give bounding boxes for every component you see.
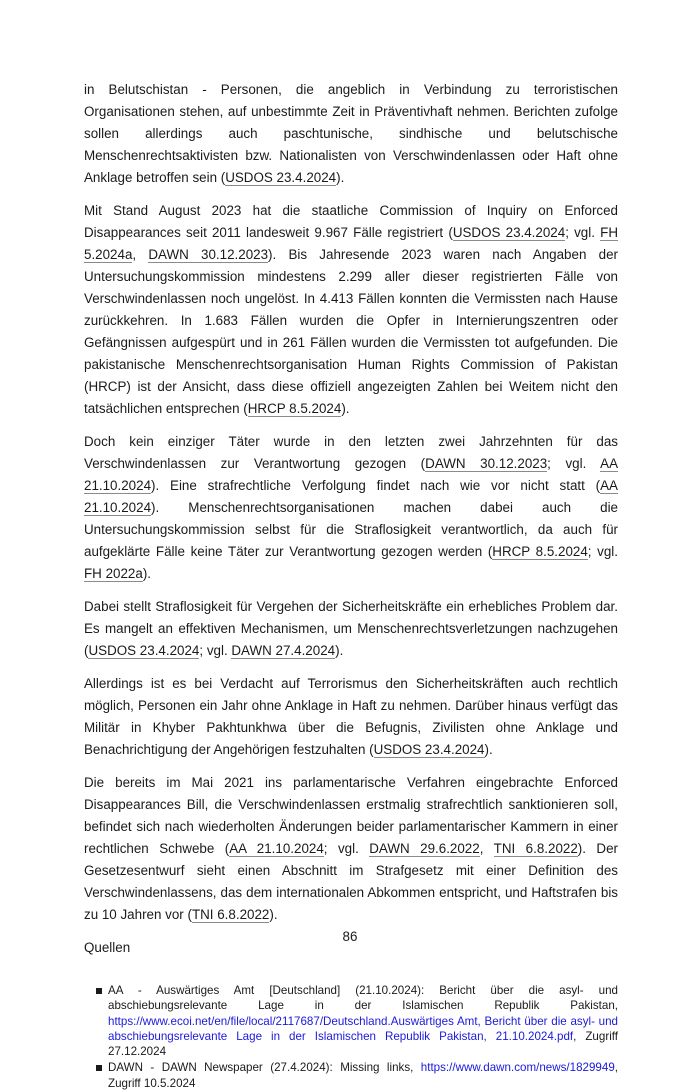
page-number: 86 [342,929,358,944]
paragraph-text: ; vgl. [587,544,618,559]
citation-link[interactable]: DAWN 29.6.2022 [369,841,480,856]
citation-link[interactable]: TNI 6.8.2022 [493,841,578,856]
source-text: DAWN - DAWN Newspaper (27.4.2024): Missing links, [108,1061,421,1075]
paragraph [84,772,618,926]
citation-link[interactable]: TNI 6.8.2022 [191,907,270,922]
source-link[interactable]: https://www.dawn.com/news/1829949 [420,1061,615,1075]
citation-link[interactable]: AA 21.10.2024 [84,456,619,493]
source-text: AA - Auswärtiges Amt [Deutschland] (21.10.2024): Bericht über die asyl- und abschiebungsrelevante Lage in der Islamischen Republik Pakistan, [108,984,618,1013]
citation-link[interactable]: USDOS 23.4.2024 [88,643,200,658]
citation-link[interactable]: HRCP 8.5.2024 [247,401,342,416]
citation-link[interactable]: DAWN 27.4.2024 [231,643,336,658]
paragraph-text: ). [269,907,278,922]
paragraph-text: Allerdings ist es bei Verdacht auf Terrorismus den Sicherheitskräften auch rechtlich möglich, Personen ein Jahr ohne Anklage in Haft zu nehmen. Darüber hinaus verfügt das Militär in Khyber Pakhtunkhwa über die Befugnis, Zivilisten ohne Anklage und Benachrichtigung der Angehörigen festzuhalten ( [84,676,618,757]
paragraph-text: ; vgl. [547,456,601,471]
citation-link[interactable]: FH 5.2024a [84,225,619,262]
paragraph-text: Dabei stellt Straflosigkeit für Vergehen der Sicherheitskräfte ein erhebliches Problem dar. Es mangelt an effektiven Mechanismen, um Menschenrechtsverletzungen nachzugehen ( [84,599,618,658]
citation-link[interactable]: USDOS 23.4.2024 [373,742,485,757]
paragraph-text: ; vgl. [199,643,232,658]
paragraph-text: ). Der Gesetzesentwurf sieht einen Abschnitt im Strafgesetz mit einer Definition des Verschwindenlassens, das dem internationalen Abkommen entspricht, und Haftstrafen bis zu 10 Jahren vor ( [84,841,619,922]
paragraph-text: ). [335,643,344,658]
paragraph-text: ). Bis Jahresende 2023 waren nach Angaben der Untersuchungskommission mindestens 2.299 aller dieser registrierten Fälle von Verschwindenlassen noch ungelöst. In 4.413 Fällen konnten die Vermissten nach Hause zurückkehren. In 1.683 Fällen wurden die Opfer in Internierungszentren oder Gefängnissen aufgespürt und in 261 Fällen wurden die Vermissten tot aufgefunden. Die pakistanische Menschenrechtsorganisation Human Rights Commission of Pakistan (HRCP) ist der Ansicht, dass diese offiziell angezeigten Zahlen bei Weitem nicht den tatsächlichen entsprechen ( [84,247,618,416]
citation-link[interactable]: AA 21.10.2024 [84,478,618,515]
citation-link[interactable]: DAWN 30.12.2023 [425,456,548,471]
paragraph-text: ). [484,742,493,757]
paragraph [84,200,618,420]
square-bullet-icon [96,1065,102,1071]
citation-link[interactable]: AA 21.10.2024 [229,841,324,856]
square-bullet-icon [96,988,102,994]
citation-link[interactable]: DAWN 30.12.2023 [148,247,269,262]
paragraph [84,79,618,189]
citation-link[interactable]: USDOS 23.4.2024 [452,225,566,240]
citation-link[interactable]: HRCP 8.5.2024 [492,544,588,559]
source-accessed: , Zugriff 10.5.2024 [108,1061,618,1090]
paragraph-text: ; vgl. [565,225,601,240]
body-text [84,79,618,926]
citation-link[interactable]: FH 2022a [84,566,143,581]
paragraph-text: ). [142,566,151,581]
citation-link[interactable]: USDOS 23.4.2024 [225,170,337,185]
source-link[interactable]: https://www.ecoi.net/en/file/local/2117687/Deutschland.Auswärtiges Amt, Bericht über die asyl- und abschiebungsrelevante Lage in der Islamischen Republik Pakistan, 21.10.2024.pdf [108,1014,618,1043]
source-item [96,983,618,1059]
paragraph [84,673,618,761]
paragraph [84,431,618,585]
paragraph-text: Doch kein einziger Täter wurde in den letzten zwei Jahrzehnten für das Verschwindenlassen zur Verantwortung gezogen ( [84,434,618,471]
paragraph-text: Die bereits im Mai 2021 ins parlamentarische Verfahren eingebrachte Enforced Disappearances Bill, die Verschwindenlassen erstmalig strafrechtlich sanktionieren soll, befindet sich nach wiederholten Änderungen beider parlamentarischer Kammern in einer rechtlichen Schwebe ( [84,775,618,856]
paragraph-text: ). Menschenrechtsorganisationen machen dabei auch die Untersuchungskommission selbst für die Straflosigkeit verantwortlich, da auch für aufgeklärte Fälle keine Täter zur Verantwortung gezogen werden ( [84,500,618,559]
sources-list [84,983,618,1091]
paragraph [84,596,618,662]
paragraph-text: , [479,841,494,856]
paragraph-text: ; vgl. [323,841,370,856]
paragraph-text: ). Eine strafrechtliche Verfolgung findet nach wie vor nicht statt ( [151,478,601,493]
source-item [96,1060,618,1091]
paragraph-text: , [132,247,149,262]
source-accessed: , Zugriff 27.12.2024 [108,1029,618,1059]
paragraph-text: in Belutschistan - Personen, die angeblich in Verbindung zu terroristischen Organisationen stehen, auf unbestimmte Zeit in Präventivhaft nehmen. Berichten zufolge sollen allerdings auch paschtunische, sindhische und belutschische Menschenrechtsaktivisten bzw. Nationalisten von Verschwindenlassen oder Haft ohne Anklage betroffen sein ( [84,82,618,185]
paragraph-text: ). [341,401,350,416]
paragraph-text: Mit Stand August 2023 hat die staatliche Commission of Inquiry on Enforced Disappearances seit 2011 landesweit 9.967 Fälle registriert ( [84,203,618,240]
paragraph-text: ). [336,170,345,185]
sources-heading: Quellen [84,940,131,955]
